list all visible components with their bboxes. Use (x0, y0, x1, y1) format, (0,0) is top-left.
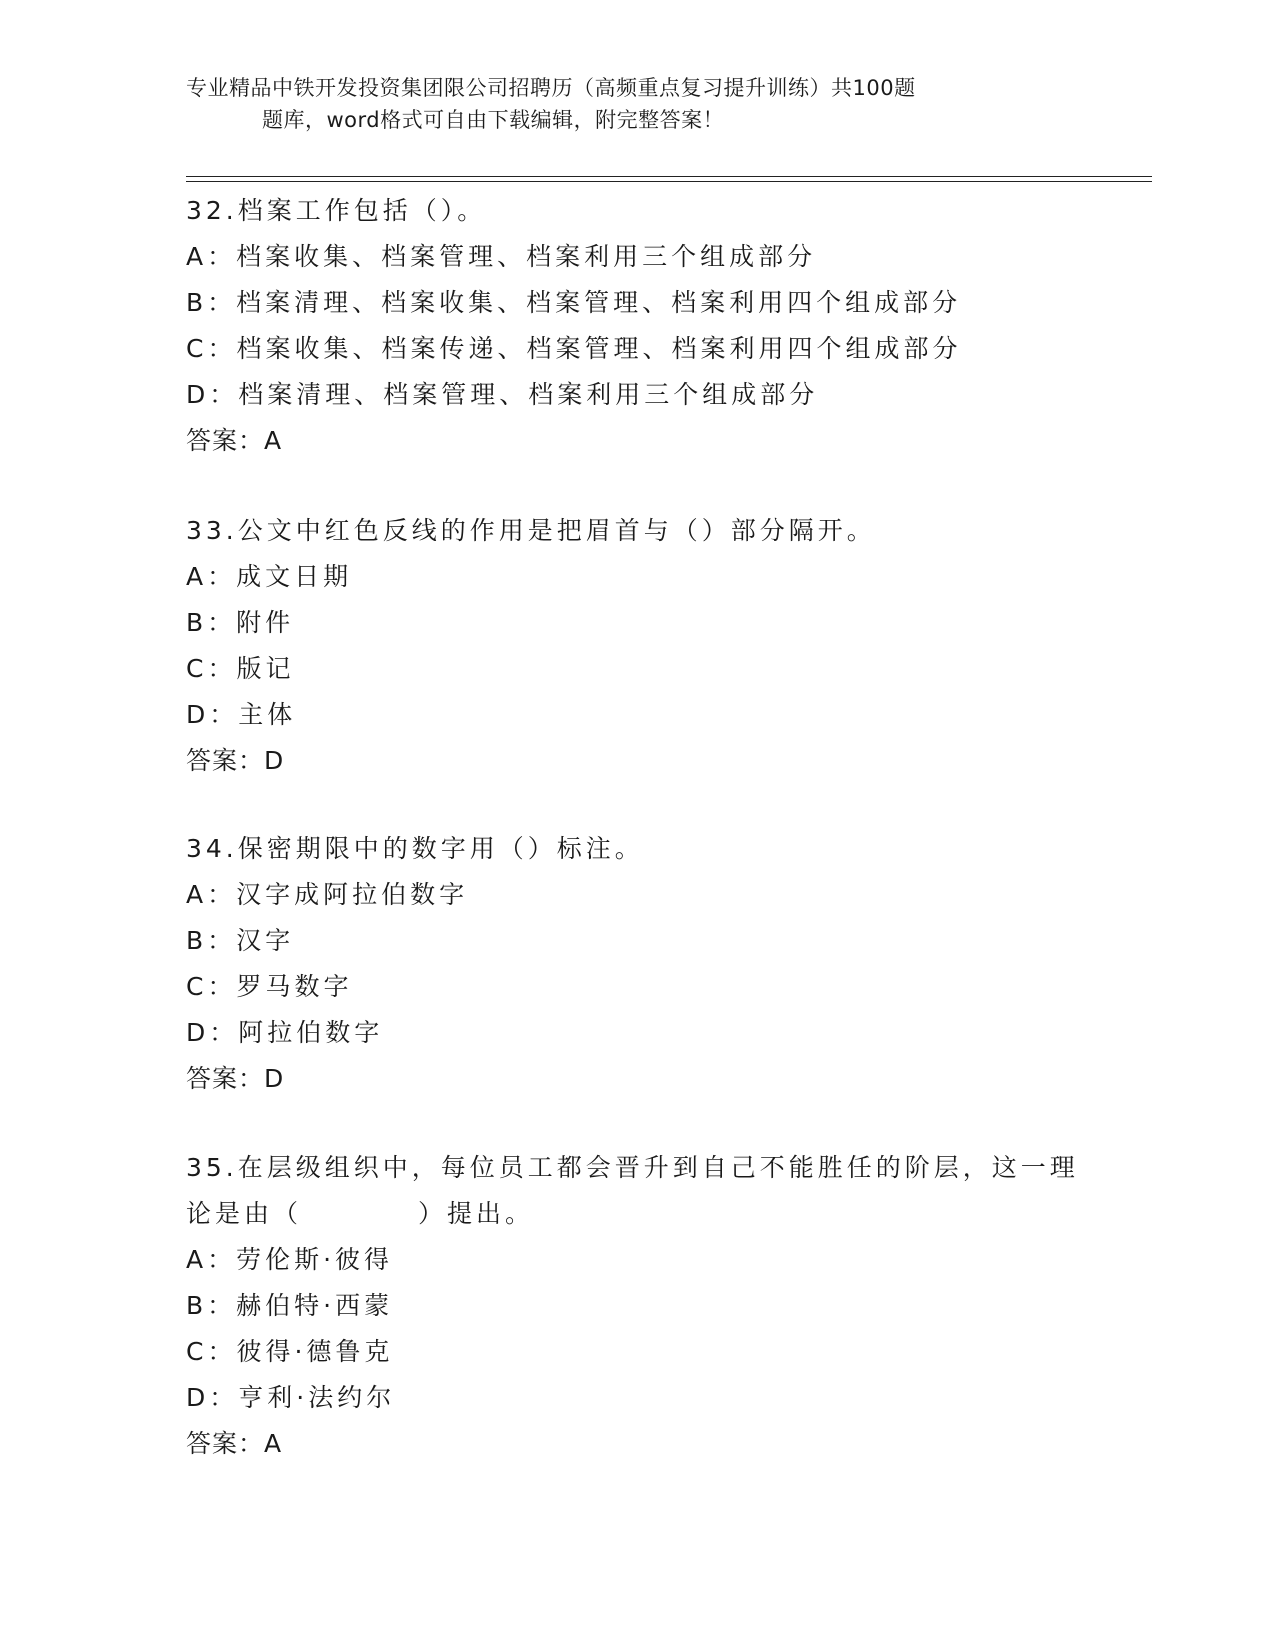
question-32 (186, 188, 1086, 464)
document-header (186, 72, 1066, 136)
header-divider-bottom (186, 181, 1152, 182)
answer-line: 答案：A (186, 426, 283, 455)
option-a: A：汉字成阿拉伯数字 (186, 880, 469, 909)
option-b: B：附件 (186, 608, 295, 637)
option-c: C：版记 (186, 654, 295, 683)
question-35 (186, 1145, 1086, 1467)
option-c: C：档案收集、档案传递、档案管理、档案利用四个组成部分 (186, 334, 962, 363)
question-stem: 34.保密期限中的数字用（）标注。 (186, 834, 644, 863)
header-title-line-1: 专业精品中铁开发投资集团限公司招聘历（高频重点复习提升训练）共100题 (186, 76, 916, 100)
header-divider-top (186, 176, 1152, 177)
option-c: C：罗马数字 (186, 972, 353, 1001)
option-b: B：汉字 (186, 926, 295, 955)
question-stem-line-2: 论是由（ ）提出。 (186, 1199, 535, 1228)
option-a: A：档案收集、档案管理、档案利用三个组成部分 (186, 242, 817, 271)
question-33 (186, 508, 1086, 784)
question-stem: 32.档案工作包括（）。 (186, 196, 487, 225)
question-stem-line-1: 35.在层级组织中，每位员工都会晋升到自己不能胜任的阶层，这一理 (186, 1153, 1079, 1182)
option-b: B：赫伯特·西蒙 (186, 1291, 394, 1320)
option-a: A：劳伦斯·彼得 (186, 1245, 394, 1274)
option-d: D：阿拉伯数字 (186, 1018, 384, 1047)
answer-line: 答案：D (186, 1064, 285, 1093)
question-34 (186, 826, 1086, 1102)
option-d: D：主体 (186, 700, 297, 729)
option-b: B：档案清理、档案收集、档案管理、档案利用四个组成部分 (186, 288, 962, 317)
option-d: D：档案清理、档案管理、档案利用三个组成部分 (186, 380, 819, 409)
option-d: D：亨利·法约尔 (186, 1383, 396, 1412)
option-c: C：彼得·德鲁克 (186, 1337, 394, 1366)
answer-line: 答案：D (186, 746, 285, 775)
header-title-line-2: 题库，word格式可自由下载编辑，附完整答案！ (262, 108, 725, 132)
question-stem: 33.公文中红色反线的作用是把眉首与（）部分隔开。 (186, 516, 876, 545)
answer-line: 答案：A (186, 1429, 283, 1458)
option-a: A：成文日期 (186, 562, 353, 591)
